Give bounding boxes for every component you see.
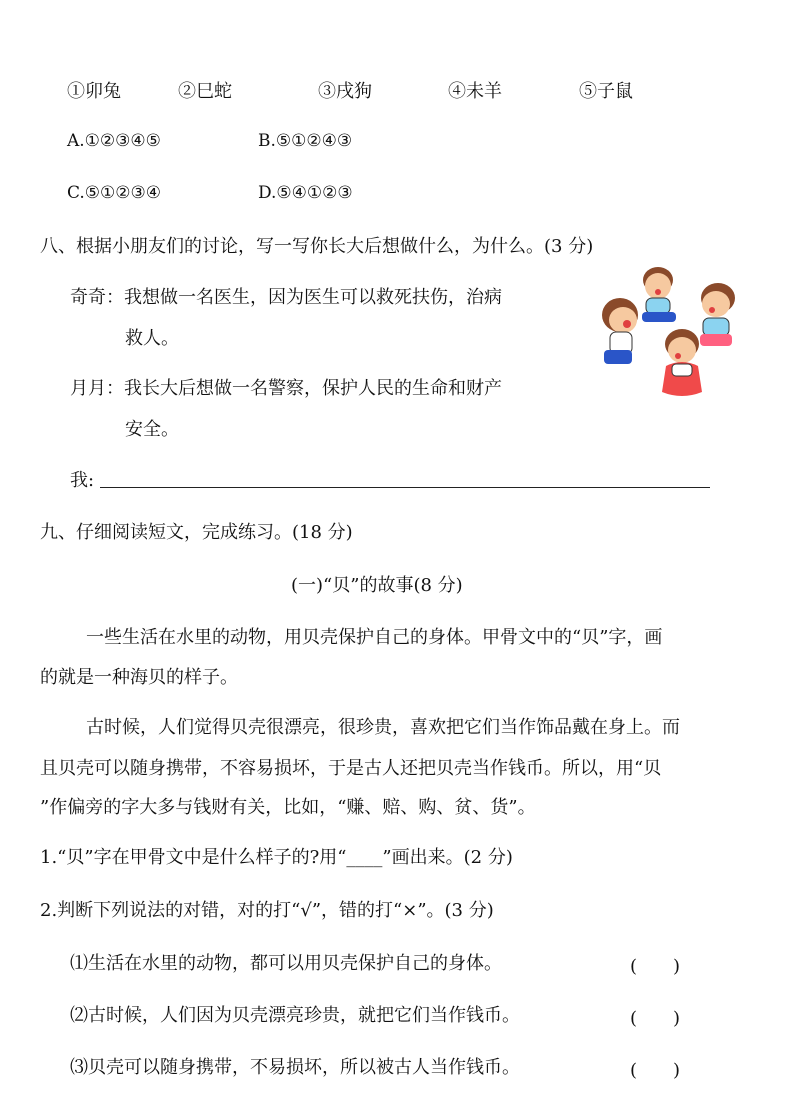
yueyue-line-2: 安全。 <box>125 419 179 440</box>
paragraph-1-line-1: 一些生活在水里的动物，用贝壳保护自己的身体。甲骨文中的“贝”字，画 <box>86 627 663 648</box>
answer-paren-2[interactable]: ( ) <box>630 1008 681 1029</box>
kid-girl <box>662 329 702 396</box>
kid-left <box>602 298 638 364</box>
option-2: ②巳蛇 <box>178 81 232 102</box>
answer-paren-3[interactable]: ( ) <box>630 1060 681 1081</box>
section-8-title: 八、根据小朋友们的讨论，写一写你长大后想做什么，为什么。(3 分) <box>40 236 594 257</box>
paragraph-1-line-2: 的就是一种海贝的样子。 <box>40 667 238 688</box>
option-5: ⑤子鼠 <box>579 81 633 102</box>
yueyue-line-1: 月月：我长大后想做一名警察，保护人民的生命和财产 <box>70 378 502 399</box>
answer-line[interactable] <box>100 487 710 488</box>
qiqi-line-1: 奇奇：我想做一名医生，因为医生可以救死扶伤，治病 <box>70 287 502 308</box>
paragraph-2-line-3: ”作偏旁的字大多与钱财有关，比如，“赚、赔、购、贫、货”。 <box>40 797 536 818</box>
story-subtitle: (一)“贝”的故事(8 分) <box>291 575 463 596</box>
answer-paren-1[interactable]: ( ) <box>630 956 681 977</box>
paragraph-2-line-1: 古时候，人们觉得贝壳很漂亮，很珍贵，喜欢把它们当作饰品戴在身上。而 <box>86 717 680 738</box>
choice-b: B.⑤①②④③ <box>258 131 353 151</box>
statement-2: ⑵古时候，人们因为贝壳漂亮珍贵，就把它们当作钱币。 <box>70 1005 520 1026</box>
choice-c: C.⑤①②③④ <box>67 183 162 203</box>
section-9-title: 九、仔细阅读短文，完成练习。(18 分) <box>40 522 353 543</box>
kid-right <box>700 283 735 346</box>
option-3: ③戌狗 <box>318 81 372 102</box>
statement-1: ⑴生活在水里的动物，都可以用贝壳保护自己的身体。 <box>70 953 502 974</box>
kid-top <box>642 267 676 322</box>
question-2: 2.判断下列说法的对错，对的打“√”，错的打“×”。(3 分) <box>40 900 494 921</box>
paragraph-2-line-2: 且贝壳可以随身携带，不容易损坏，于是古人还把贝壳当作钱币。所以，用“贝 <box>40 758 662 779</box>
me-label: 我: <box>70 470 95 491</box>
children-illustration <box>590 262 750 412</box>
statement-3: ⑶贝壳可以随身携带，不易损坏，所以被古人当作钱币。 <box>70 1057 520 1078</box>
choice-d: D.⑤④①②③ <box>258 183 353 203</box>
qiqi-line-2: 救人。 <box>125 328 179 349</box>
choice-a: A.①②③④⑤ <box>67 131 161 151</box>
option-4: ④未羊 <box>448 81 502 102</box>
question-1: 1.“贝”字在甲骨文中是什么样子的?用“____”画出来。(2 分) <box>40 847 513 868</box>
option-1: ①卯兔 <box>67 81 121 102</box>
